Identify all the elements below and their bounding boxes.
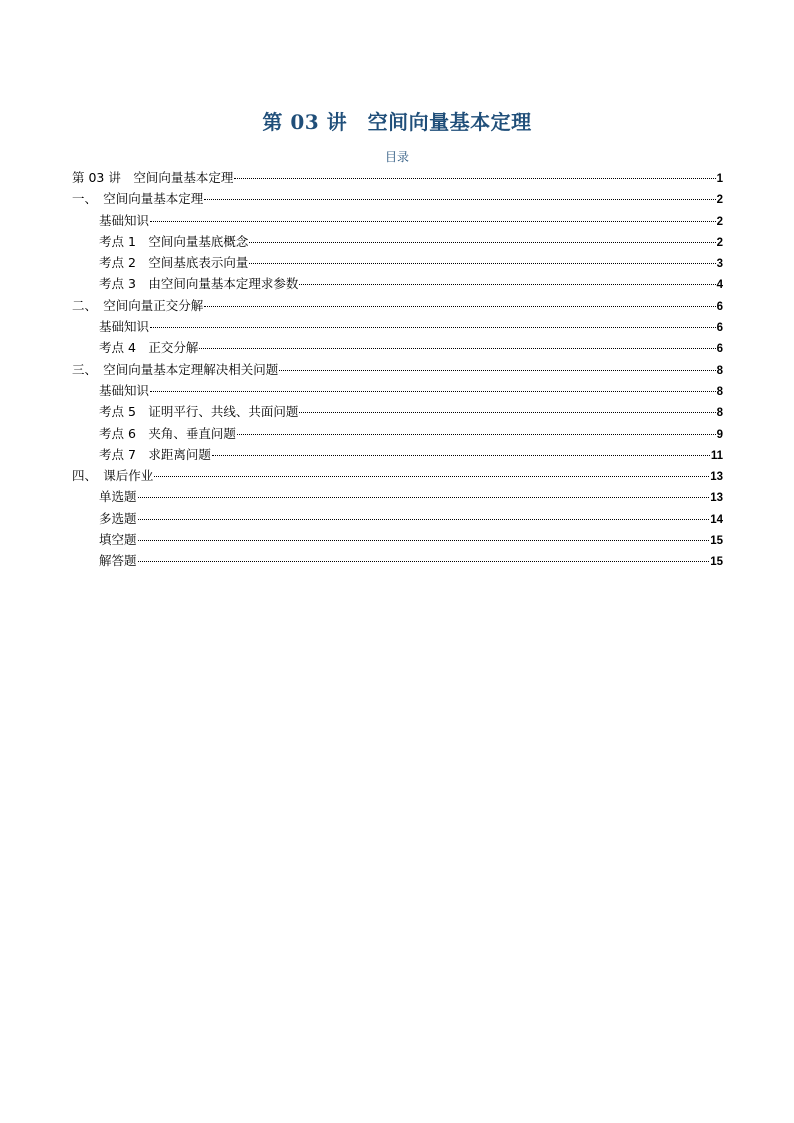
toc-entry-page: 14 [710,513,723,526]
toc-dot-leader [150,327,716,328]
toc-entry-label: 考点 3 由空间向量基本定理求参数 [99,276,299,292]
toc-entry-label: 基础知识 [99,319,150,335]
toc-entry[interactable] [72,424,723,445]
toc-entry-page: 2 [716,236,723,249]
toc-entry[interactable] [72,487,723,508]
toc-entry-label: 一、 空间向量基本定理 [72,191,204,207]
toc-dot-leader [299,284,715,285]
toc-entry-label: 考点 7 求距离问题 [99,446,211,462]
toc-dot-leader [212,455,710,456]
toc-entry-label: 考点 6 夹角、垂直问题 [99,425,236,441]
toc-entry-label: 考点 4 正交分解 [99,340,199,356]
toc-entry-label: 解答题 [99,553,137,569]
toc-entry[interactable] [72,253,723,274]
toc-entry[interactable] [72,360,723,381]
toc-entry-label: 第 03 讲 空间向量基本定理 [72,170,234,185]
toc-dot-leader [237,434,716,435]
toc-dot-leader [154,476,709,477]
toc-entry-label: 二、 空间向量正交分解 [72,297,204,313]
toc-entry[interactable] [72,466,723,487]
toc-dot-leader [249,263,715,264]
toc-entry[interactable] [72,211,723,232]
toc-entry-label: 四、 课后作业 [72,468,154,484]
toc-entry-label: 填空题 [99,532,137,548]
toc-dot-leader [279,370,715,371]
toc-heading: 目录 [384,150,409,164]
toc-entry-page: 8 [716,407,723,420]
toc-entry-page: 13 [710,471,723,484]
toc-entry-page: 15 [710,535,723,548]
toc-entry-page: 6 [716,322,723,335]
table-of-contents [72,168,723,573]
toc-entry-page: 11 [710,449,723,462]
toc-entry-page: 8 [716,385,723,398]
toc-entry-label: 基础知识 [99,212,150,228]
toc-entry[interactable] [72,445,723,466]
toc-entry[interactable] [72,317,723,338]
toc-entry-page: 6 [716,343,723,356]
toc-entry[interactable] [72,338,723,359]
toc-dot-leader [138,540,710,541]
toc-entry-label: 基础知识 [99,382,150,398]
toc-entry-page: 15 [710,556,723,569]
toc-entry[interactable] [72,551,723,572]
toc-dot-leader [150,221,716,222]
page-title: 第 03 讲 空间向量基本定理 [262,110,532,134]
toc-dot-leader [234,178,715,179]
toc-entry-page: 6 [716,300,723,313]
toc-entry-page: 9 [716,428,723,441]
toc-entry-label: 多选题 [99,510,137,526]
toc-dot-leader [249,242,715,243]
toc-entry[interactable] [72,274,723,295]
toc-entry-page: 13 [710,492,723,505]
toc-entry-page: 4 [716,279,723,292]
toc-entry-page: 3 [716,258,723,271]
toc-entry[interactable] [72,402,723,423]
toc-entry[interactable] [72,232,723,253]
toc-dot-leader [204,199,715,200]
toc-entry[interactable] [72,381,723,402]
toc-entry-label: 考点 1 空间向量基底概念 [99,233,249,249]
toc-dot-leader [138,561,710,562]
toc-dot-leader [138,497,710,498]
toc-entry-page: 2 [716,215,723,228]
toc-entry-label: 单选题 [99,489,137,505]
toc-entry[interactable] [72,168,723,189]
toc-entry-page: 1 [716,173,723,185]
toc-dot-leader [204,306,715,307]
toc-entry-label: 考点 2 空间基底表示向量 [99,255,249,271]
toc-entry-page: 2 [716,194,723,207]
toc-entry[interactable] [72,296,723,317]
toc-entry[interactable] [72,530,723,551]
toc-entry[interactable] [72,509,723,530]
toc-dot-leader [150,391,716,392]
toc-entry[interactable] [72,189,723,210]
toc-entry-label: 考点 5 证明平行、共线、共面问题 [99,404,299,420]
toc-dot-leader [299,412,715,413]
toc-dot-leader [138,519,710,520]
toc-entry-label: 三、 空间向量基本定理解决相关问题 [72,361,279,377]
toc-dot-leader [199,348,715,349]
toc-entry-page: 8 [716,364,723,377]
